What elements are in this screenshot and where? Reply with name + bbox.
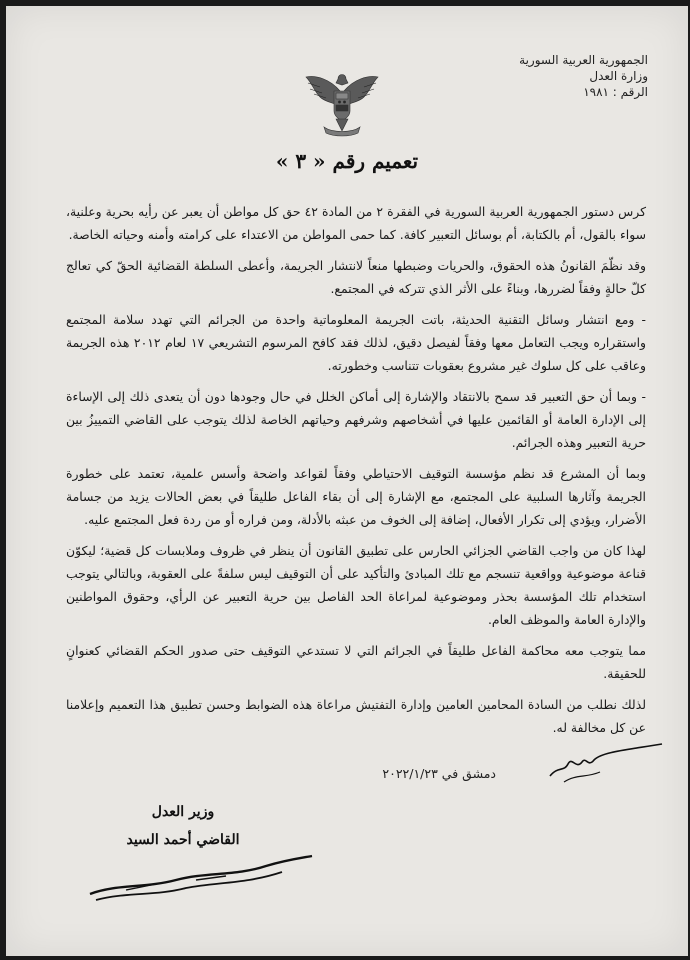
document-page xyxy=(6,6,688,956)
header-ministry: وزارة العدل xyxy=(589,69,648,83)
circular-title: تعميم رقم « ٣ » xyxy=(275,149,419,173)
header-reference-number: الرقم : ١٩٨١ xyxy=(583,85,648,99)
paragraph: - وبما أن حق التعبير قد سمح بالانتقاد والإشارة إلى أماكن الخلل في حال وجودها دون أن يتعدى ذلك إلى الإساءة إلى الإدارة العامة أو القائمين عليها في أشخاصهم وشرفهم وحياتهم الخاصة لذلك يتوجب على القاضي التمييزُ بين حرية التعبير وهذه الجرائم. xyxy=(66,389,646,450)
paragraph: كرس دستور الجمهورية العربية السورية في الفقرة ٢ من المادة ٤٢ حق كل مواطن أن يعبر عن رأيه بحرية وعلنية، سواء بالقول، أم بالكتابة، أم بوسائل التعبير كافة. كما حمى المواطن من الاعتداء على كرامته وأمنه وحياته الخاصة. xyxy=(66,204,646,242)
initial-signature-icon xyxy=(546,742,666,784)
paragraph: وبما أن المشرع قد نظم مؤسسة التوقيف الاحتياطي وفقاً لقواعد واضحة وأسس علمية، تعتمد على خطورة الجريمة وآثارها السلبية على المجتمع، مع الإشارة إلى أن بقاء الفاعل طليقاً في بعض الحالات يزيد من جسامة الأضرار، ويؤدي إلى تكرار الأفعال، إضافة إلى الخوف من عبثه بالأدلة، ومن فراره أو من ردة فعل المجتمع عليه. xyxy=(66,466,646,527)
paragraph: لهذا كان من واجب القاضي الجزائي الحارس على تطبيق القانون أن ينظر في ظروف وملابسات كل قضية؛ ليكوّن قناعة موضوعية وواقعية تنسجم مع تلك المبادئ والتأكيد على أن التوقيف ليس سلفةً على العقوبة، وبالتالي يتوجب استخدام تلك المؤسسة بحذر وموضوعية لمراعاة الحد الفاصل بين حرية التعبير عن الرأي، وحقوق المواطنين والإدارة العامة والموظف العام. xyxy=(66,543,646,627)
minister-block xyxy=(98,798,268,854)
header-country: الجمهورية العربية السورية xyxy=(519,53,648,67)
paragraph: مما يتوجب معه محاكمة الفاعل طليقاً في الجرائم التي لا تستدعي التوقيف حتى صدور الحكم القضائي كعنوانٍ للحقيقة. xyxy=(66,643,646,681)
date-line: دمشق في ٢٠٢٢/١/٢٣ xyxy=(382,766,496,781)
paragraph: وقد نظّمَ القانونُ هذه الحقوق، والحريات وضبطها منعاً لانتشار الجريمة، وأعطى السلطة القضائية الحقّ كي تعالج كلّ حالةٍ وفقاً لضررها، وبناءً على الأثر الذي تتركه في المجتمع. xyxy=(66,258,646,296)
minister-name: القاضي أحمد السيد xyxy=(126,832,240,848)
paragraph: لذلك نطلب من السادة المحامين العامين وإدارة التفتيش مراعاة هذه الضوابط وحسن تطبيق هذا التعميم وإعلامنا عن كل مخالفة له. xyxy=(66,697,646,735)
minister-signature-icon xyxy=(86,854,316,904)
paragraph: - ومع انتشار وسائل التقنية الحديثة، باتت الجريمة المعلوماتية واحدة من الجرائم التي تهدد سلامة المجتمع واستقراره ويجب التعامل معها وفقاً لفيصل دقيق، لذلك فقد كافح المرسوم التشريعي ١٧ لعام ٢٠١٢ هذه الجريمة وعاقب على كل سلوك غير مشروع بعقوبات تتناسب وخطورته. xyxy=(66,312,647,373)
circular-body xyxy=(66,200,646,747)
minister-title: وزير العدل xyxy=(151,804,215,820)
eagle-emblem-icon xyxy=(302,61,382,141)
ministry-header xyxy=(448,52,648,100)
